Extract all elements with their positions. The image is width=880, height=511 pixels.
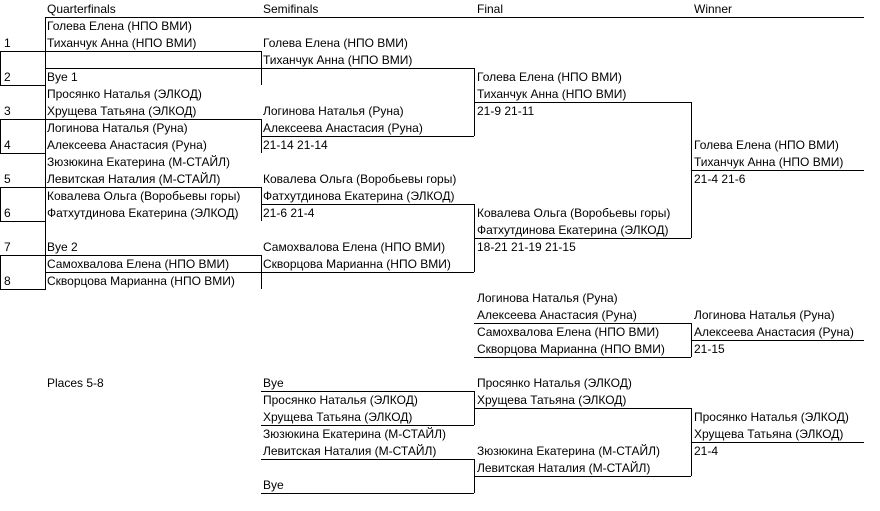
- bracket-line: [261, 493, 474, 494]
- bracket-line: [45, 272, 261, 273]
- seed-number: 4: [4, 138, 11, 152]
- bracket-line: [0, 187, 1, 221]
- p58-player: Зюзюкина Екатерина (М-СТАЙЛ): [263, 427, 446, 441]
- p58-player: Bye: [263, 376, 284, 390]
- qf-player: Хрущева Татьяна (ЭЛКОД): [47, 104, 197, 118]
- qf-player: Bye 2: [47, 240, 78, 254]
- qf-player: Фатхутдинова Екатерина (ЭЛКОД): [47, 206, 239, 220]
- header-semifinals: Semifinals: [263, 2, 319, 16]
- seed-number: 7: [4, 240, 11, 254]
- sf-score: 21-14 21-14: [263, 138, 328, 152]
- bracket-line: [474, 476, 691, 477]
- bracket-line: [261, 425, 474, 426]
- seed-number: 8: [4, 274, 11, 288]
- sf-player: Логинова Наталья (Руна): [263, 104, 404, 118]
- qf-player: Скворцова Марианна (НПО ВМИ): [47, 274, 235, 288]
- qf-player: Левитская Наталия (М-СТАЙЛ): [47, 172, 221, 186]
- bracket-line: [0, 51, 261, 52]
- bracket-line: [261, 391, 474, 392]
- p58-player: Хрущева Татьяна (ЭЛКОД): [263, 410, 413, 424]
- third-place-player: Скворцова Марианна (НПО ВМИ): [477, 342, 665, 356]
- seed-number: 6: [4, 206, 11, 220]
- seed-number: 2: [4, 70, 11, 84]
- bracket-line: [261, 459, 474, 460]
- winner-score: 21-4 21-6: [694, 172, 746, 186]
- bracket-line: [45, 68, 261, 69]
- third-place-result-player: Логинова Наталья (Руна): [694, 308, 835, 322]
- third-place-player: Логинова Наталья (Руна): [477, 291, 618, 305]
- bracket-line: [0, 119, 1, 153]
- header-winner: Winner: [694, 2, 733, 16]
- bracket-line: [0, 153, 45, 154]
- sf-player: Тиханчук Анна (НПО ВМИ): [263, 53, 413, 67]
- qf-player: Bye 1: [47, 70, 78, 84]
- third-place-score: 21-15: [694, 342, 725, 356]
- seed-number: 3: [4, 104, 11, 118]
- bracket-line: [261, 136, 474, 137]
- winner-player: Тиханчук Анна (НПО ВМИ): [694, 155, 844, 169]
- qf-player: Алексеева Анастасия (Руна): [47, 138, 207, 152]
- bracket-line: [0, 85, 45, 86]
- bracket-line: [0, 51, 1, 85]
- p58-player: Левитская Наталия (М-СТАЙЛ): [263, 444, 437, 458]
- p58-final-player: Хрущева Татьяна (ЭЛКОД): [477, 393, 627, 407]
- final-player: Голева Елена (НПО ВМИ): [477, 70, 622, 84]
- p58-final-player: Левитская Наталия (М-СТАЙЛ): [477, 461, 651, 475]
- qf-player: Ковалева Ольга (Воробьевы горы): [47, 189, 241, 203]
- bracket-line: [474, 357, 691, 358]
- p58-final-player: Зюзюкина Екатерина (М-СТАЙЛ): [477, 444, 660, 458]
- p58-player: Просянко Наталья (ЭЛКОД): [263, 393, 418, 407]
- p58-player: Bye: [263, 478, 284, 492]
- header-quarterfinals: Quarterfinals: [47, 2, 116, 16]
- sf-player: Фатхутдинова Екатерина (ЭЛКОД): [263, 189, 455, 203]
- qf-player: Самохвалова Елена (НПО ВМИ): [47, 257, 230, 271]
- bracket-line: [261, 272, 474, 273]
- bracket-line: [0, 221, 45, 222]
- final-player: Тиханчук Анна (НПО ВМИ): [477, 87, 627, 101]
- bracket-line: [474, 323, 691, 324]
- sf-score: 21-6 21-4: [263, 206, 315, 220]
- bracket-line: [261, 68, 474, 69]
- sf-player: Скворцова Марианна (НПО ВМИ): [263, 257, 451, 271]
- third-place-player: Алексеева Анастасия (Руна): [477, 308, 637, 322]
- winner-player: Голева Елена (НПО ВМИ): [694, 138, 839, 152]
- third-place-result-player: Алексеева Анастасия (Руна): [694, 325, 854, 339]
- bracket-line: [0, 119, 261, 120]
- bracket-line: [0, 289, 45, 290]
- p58-result-player: Просянко Наталья (ЭЛКОД): [694, 410, 849, 424]
- bracket-line: [474, 238, 691, 239]
- bracket-line: [0, 255, 1, 289]
- p58-final-player: Просянко Наталья (ЭЛКОД): [477, 376, 632, 390]
- bracket-line: [0, 255, 261, 256]
- bracket-line: [474, 408, 691, 409]
- qf-player: Просянко Наталья (ЭЛКОД): [47, 87, 202, 101]
- header-final: Final: [477, 2, 504, 16]
- final-score: 18-21 21-19 21-15: [477, 240, 576, 254]
- final-player: Ковалева Ольга (Воробьевы горы): [477, 206, 671, 220]
- seed-number: 5: [4, 172, 11, 186]
- seed-number: 1: [4, 36, 11, 50]
- bracket-line: [0, 187, 261, 188]
- sf-player: Самохвалова Елена (НПО ВМИ): [263, 240, 446, 254]
- sf-player: Ковалева Ольга (Воробьевы горы): [263, 172, 457, 186]
- qf-player: Зюзюкина Екатерина (М-СТАЙЛ): [47, 155, 230, 169]
- p58-result-player: Хрущева Татьяна (ЭЛКОД): [694, 427, 844, 441]
- bracket-line: [474, 102, 691, 103]
- sf-player: Алексеева Анастасия (Руна): [263, 121, 423, 135]
- final-score: 21-9 21-11: [477, 104, 535, 118]
- p58-result-score: 21-4: [694, 444, 719, 458]
- places-5-8-title: Places 5-8: [47, 376, 104, 390]
- sf-player: Голева Елена (НПО ВМИ): [263, 36, 408, 50]
- third-place-player: Самохвалова Елена (НПО ВМИ): [477, 325, 660, 339]
- qf-player: Голева Елена (НПО ВМИ): [47, 19, 192, 33]
- bracket-line: [261, 204, 474, 205]
- bracket-line: [45, 17, 46, 290]
- qf-player: Тиханчук Анна (НПО ВМИ): [47, 36, 197, 50]
- final-player: Фатхутдинова Екатерина (ЭЛКОД): [477, 223, 669, 237]
- qf-player: Логинова Наталья (Руна): [47, 121, 188, 135]
